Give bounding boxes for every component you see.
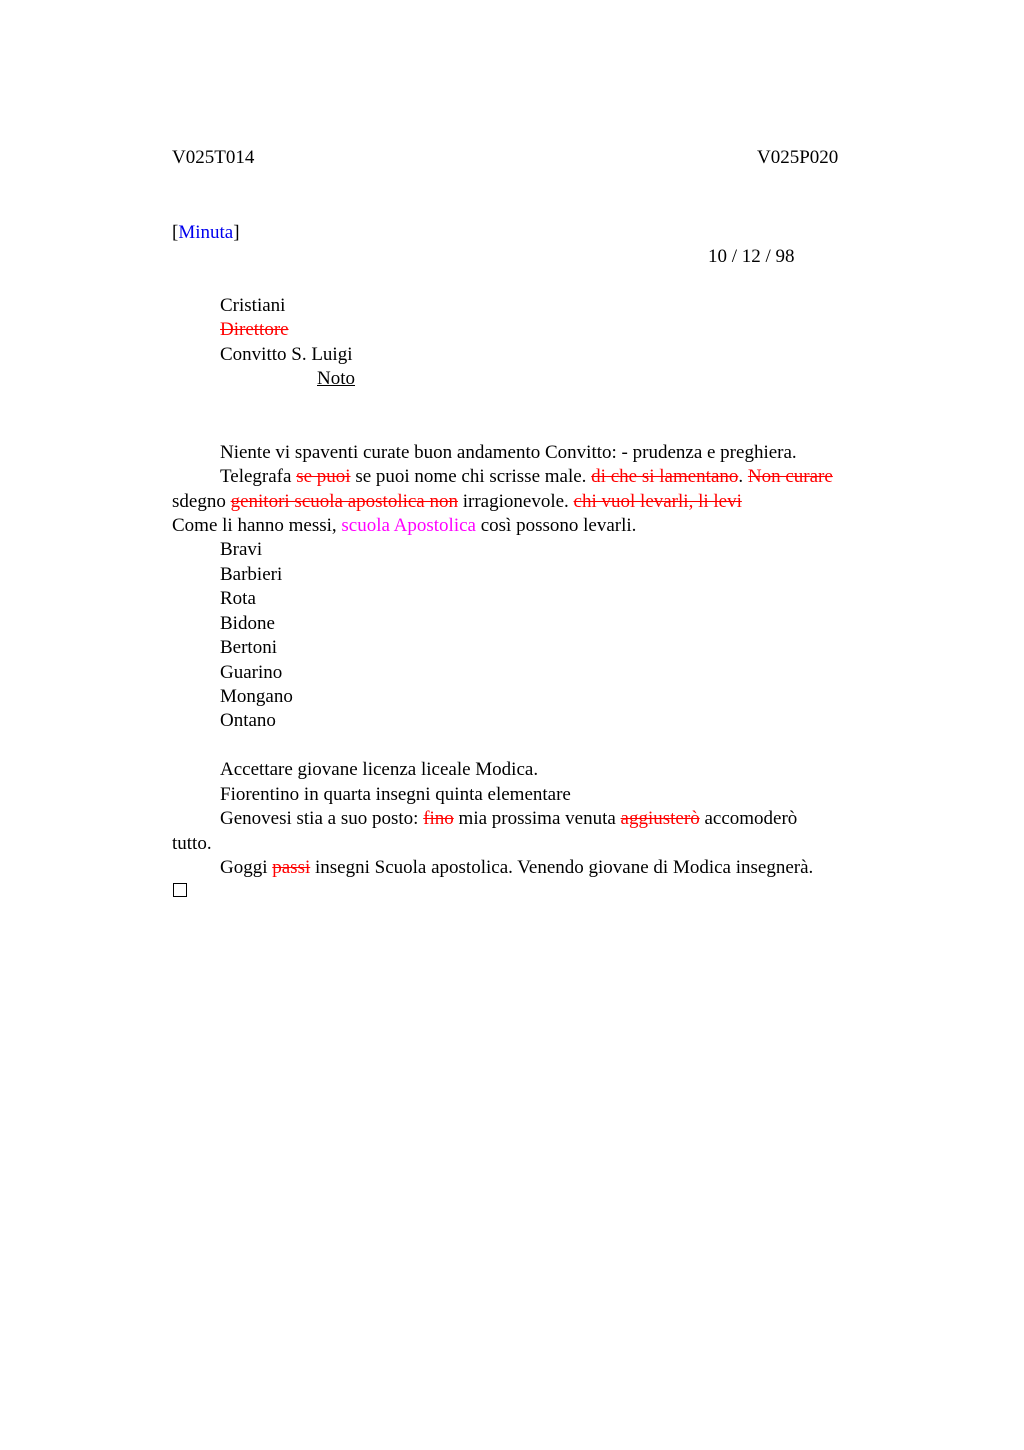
- paragraph-2-line-1: [220, 465, 833, 489]
- paragraph-2-line-2: [172, 490, 742, 514]
- close-bracket: ]: [233, 222, 240, 243]
- deleted-text: Non curare: [747, 466, 833, 487]
- name-list-item: Bravi: [220, 539, 263, 560]
- name-list-item: Bidone: [220, 613, 275, 634]
- recipient-city: Noto: [317, 368, 355, 389]
- paragraph-6-line-2: tutto.: [172, 833, 212, 854]
- deleted-text: chi vuol levarli, li levi: [573, 491, 742, 512]
- deleted-text: passi: [272, 857, 311, 878]
- paragraph-6-line-1: [220, 807, 797, 831]
- text-segment: se puoi nome chi scrisse male.: [350, 466, 592, 487]
- text-segment: .: [738, 466, 748, 487]
- text-segment: sdegno: [172, 491, 231, 512]
- name-list-item: Mongano: [220, 686, 293, 707]
- end-marker-square-icon: [173, 883, 187, 897]
- document-type: [172, 221, 240, 245]
- name-list-item: Barbieri: [220, 564, 283, 585]
- paragraph-3: [172, 514, 636, 538]
- deleted-text: fino: [423, 808, 454, 829]
- text-segment: accomoderò: [699, 808, 798, 829]
- paragraph-5: Fiorentino in quarta insegni quinta elementare: [220, 784, 571, 805]
- text-segment: insegni Scuola apostolica. Venendo giovane di Modica insegnerà.: [310, 857, 814, 878]
- text-segment: così possono levarli.: [475, 515, 637, 536]
- text-segment: Telegrafa: [220, 466, 297, 487]
- name-list-item: Rota: [220, 588, 256, 609]
- recipient-name: Cristiani: [220, 295, 286, 316]
- highlighted-text: scuola Apostolica: [341, 515, 476, 536]
- open-bracket: [: [172, 222, 179, 243]
- paragraph-4: Accettare giovane licenza liceale Modica.: [220, 759, 539, 780]
- deleted-text: aggiusterò: [620, 808, 700, 829]
- name-list-item: Bertoni: [220, 637, 277, 658]
- document-code-left: V025T014: [172, 147, 255, 168]
- document-code-right: V025P020: [757, 147, 839, 168]
- name-list-item: Ontano: [220, 710, 276, 731]
- text-segment: mia prossima venuta: [453, 808, 621, 829]
- letter-date: 10 / 12 / 98: [708, 246, 795, 267]
- deleted-text: genitori scuola apostolica non: [230, 491, 458, 512]
- name-list-item: Guarino: [220, 662, 283, 683]
- document-type-label: Minuta: [178, 222, 234, 243]
- paragraph-1: Niente vi spaventi curate buon andamento Convitto: - prudenza e preghiera.: [220, 442, 797, 463]
- text-segment: Goggi: [220, 857, 273, 878]
- paragraph-7: [220, 856, 813, 880]
- text-segment: Come li hanno messi,: [172, 515, 342, 536]
- deleted-text: di che si lamentano: [591, 466, 739, 487]
- text-segment: irragionevole.: [458, 491, 574, 512]
- text-segment: Genovesi stia a suo posto:: [220, 808, 424, 829]
- deleted-recipient-title: Direttore: [220, 319, 289, 340]
- recipient-institution: Convitto S. Luigi: [220, 344, 353, 365]
- deleted-text: se puoi: [296, 466, 351, 487]
